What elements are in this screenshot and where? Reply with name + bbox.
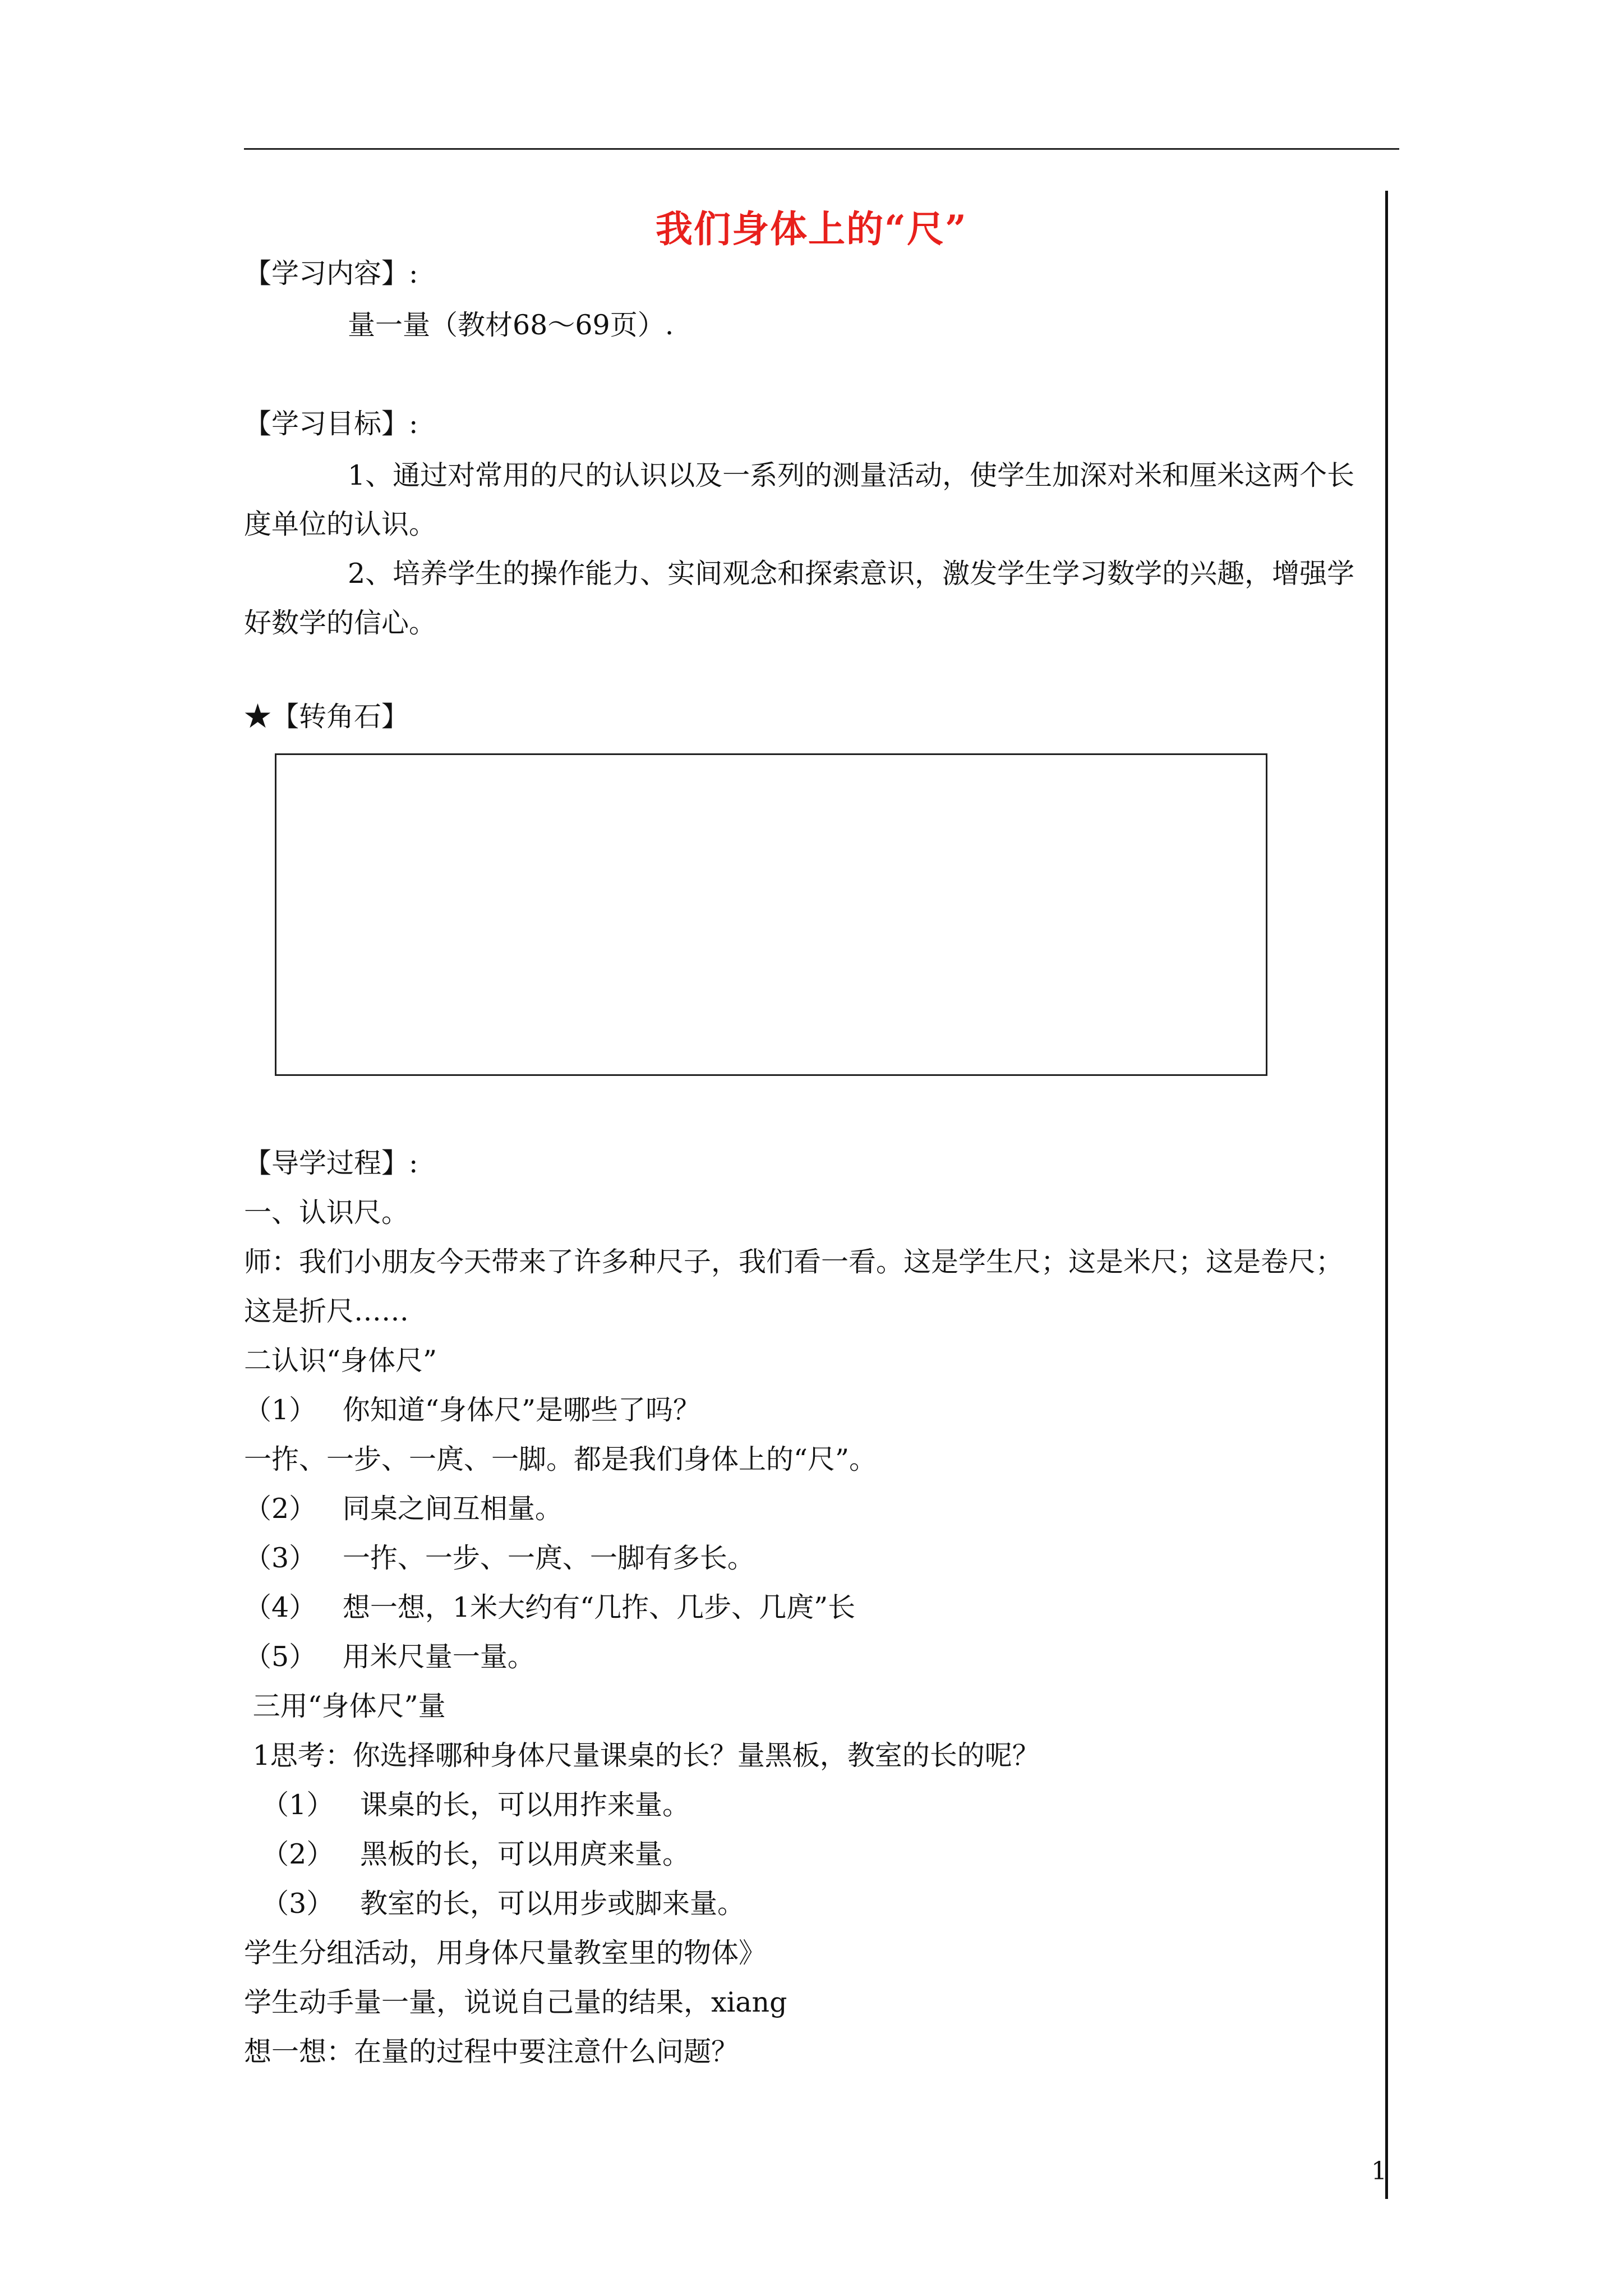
header-rule — [244, 148, 1399, 150]
part3-item2: （2） 黑板的长，可以用庹来量。 — [244, 1838, 690, 1870]
goal2-line1: 2、培养学生的操作能力、实间观念和探索意识，激发学生学习数学的兴趣，增强学 — [348, 558, 1355, 590]
goal1-line2: 度单位的认识。 — [244, 508, 437, 540]
part3-item3: （3） 教室的长，可以用步或脚来量。 — [244, 1888, 745, 1920]
goal1-line1: 1、通过对常用的尺的认识以及一系列的测量活动，使学生加深对米和厘米这两个长 — [348, 459, 1355, 491]
part1-text-line2: 这是折尺…… — [244, 1295, 409, 1327]
part2-item5: （5） 用米尺量一量。 — [244, 1641, 535, 1673]
part2-text: 一拃、一步、一庹、一脚。都是我们身体上的“尺”。 — [244, 1443, 877, 1475]
part2-item3: （3） 一拃、一步、一庹、一脚有多长。 — [244, 1542, 755, 1574]
part2-item2: （2） 同桌之间互相量。 — [244, 1493, 562, 1525]
page-title: 我们身体上的“尺” — [656, 207, 967, 251]
part3-think: 1思考：你选择哪种身体尺量课桌的长？量黑板，教室的长的呢？ — [244, 1740, 1040, 1772]
goal2-line2: 好数学的信心。 — [244, 607, 437, 639]
cornerstone-box — [275, 753, 1267, 1076]
content-heading: 【学习内容】: — [244, 257, 418, 289]
part2-item4: （4） 想一想，1米大约有“几拃、几步、几庹”长 — [244, 1591, 856, 1623]
part1-text-line1: 师：我们小朋友今天带来了许多种尺子，我们看一看。这是学生尺；这是米尺；这是卷尺； — [244, 1246, 1344, 1278]
part3-text2: 学生动手量一量，说说自己量的结果，xiang — [244, 1986, 787, 2018]
guide-heading: 【导学过程】: — [244, 1147, 418, 1179]
page-number: 1 — [1371, 2157, 1387, 2185]
cornerstone-heading: ★【转角石】 — [244, 701, 409, 733]
part2-item1: （1） 你知道“身体尺”是哪些了吗？ — [244, 1394, 701, 1426]
part3-text1: 学生分组活动，用身体尺量教室里的物体》 — [244, 1937, 767, 1969]
part1-heading: 一、认识尺。 — [244, 1197, 409, 1228]
content-text: 量一量（教材68～69页）. — [348, 309, 674, 341]
part3-heading: 三用“身体尺”量 — [244, 1690, 446, 1722]
part3-text3: 想一想：在量的过程中要注意什么问题？ — [244, 2036, 739, 2068]
part2-heading: 二认识“身体尺” — [244, 1345, 437, 1377]
part3-item1: （1） 课桌的长，可以用拃来量。 — [244, 1789, 690, 1821]
goals-heading: 【学习目标】: — [244, 408, 418, 440]
margin-rule — [1385, 191, 1388, 2199]
